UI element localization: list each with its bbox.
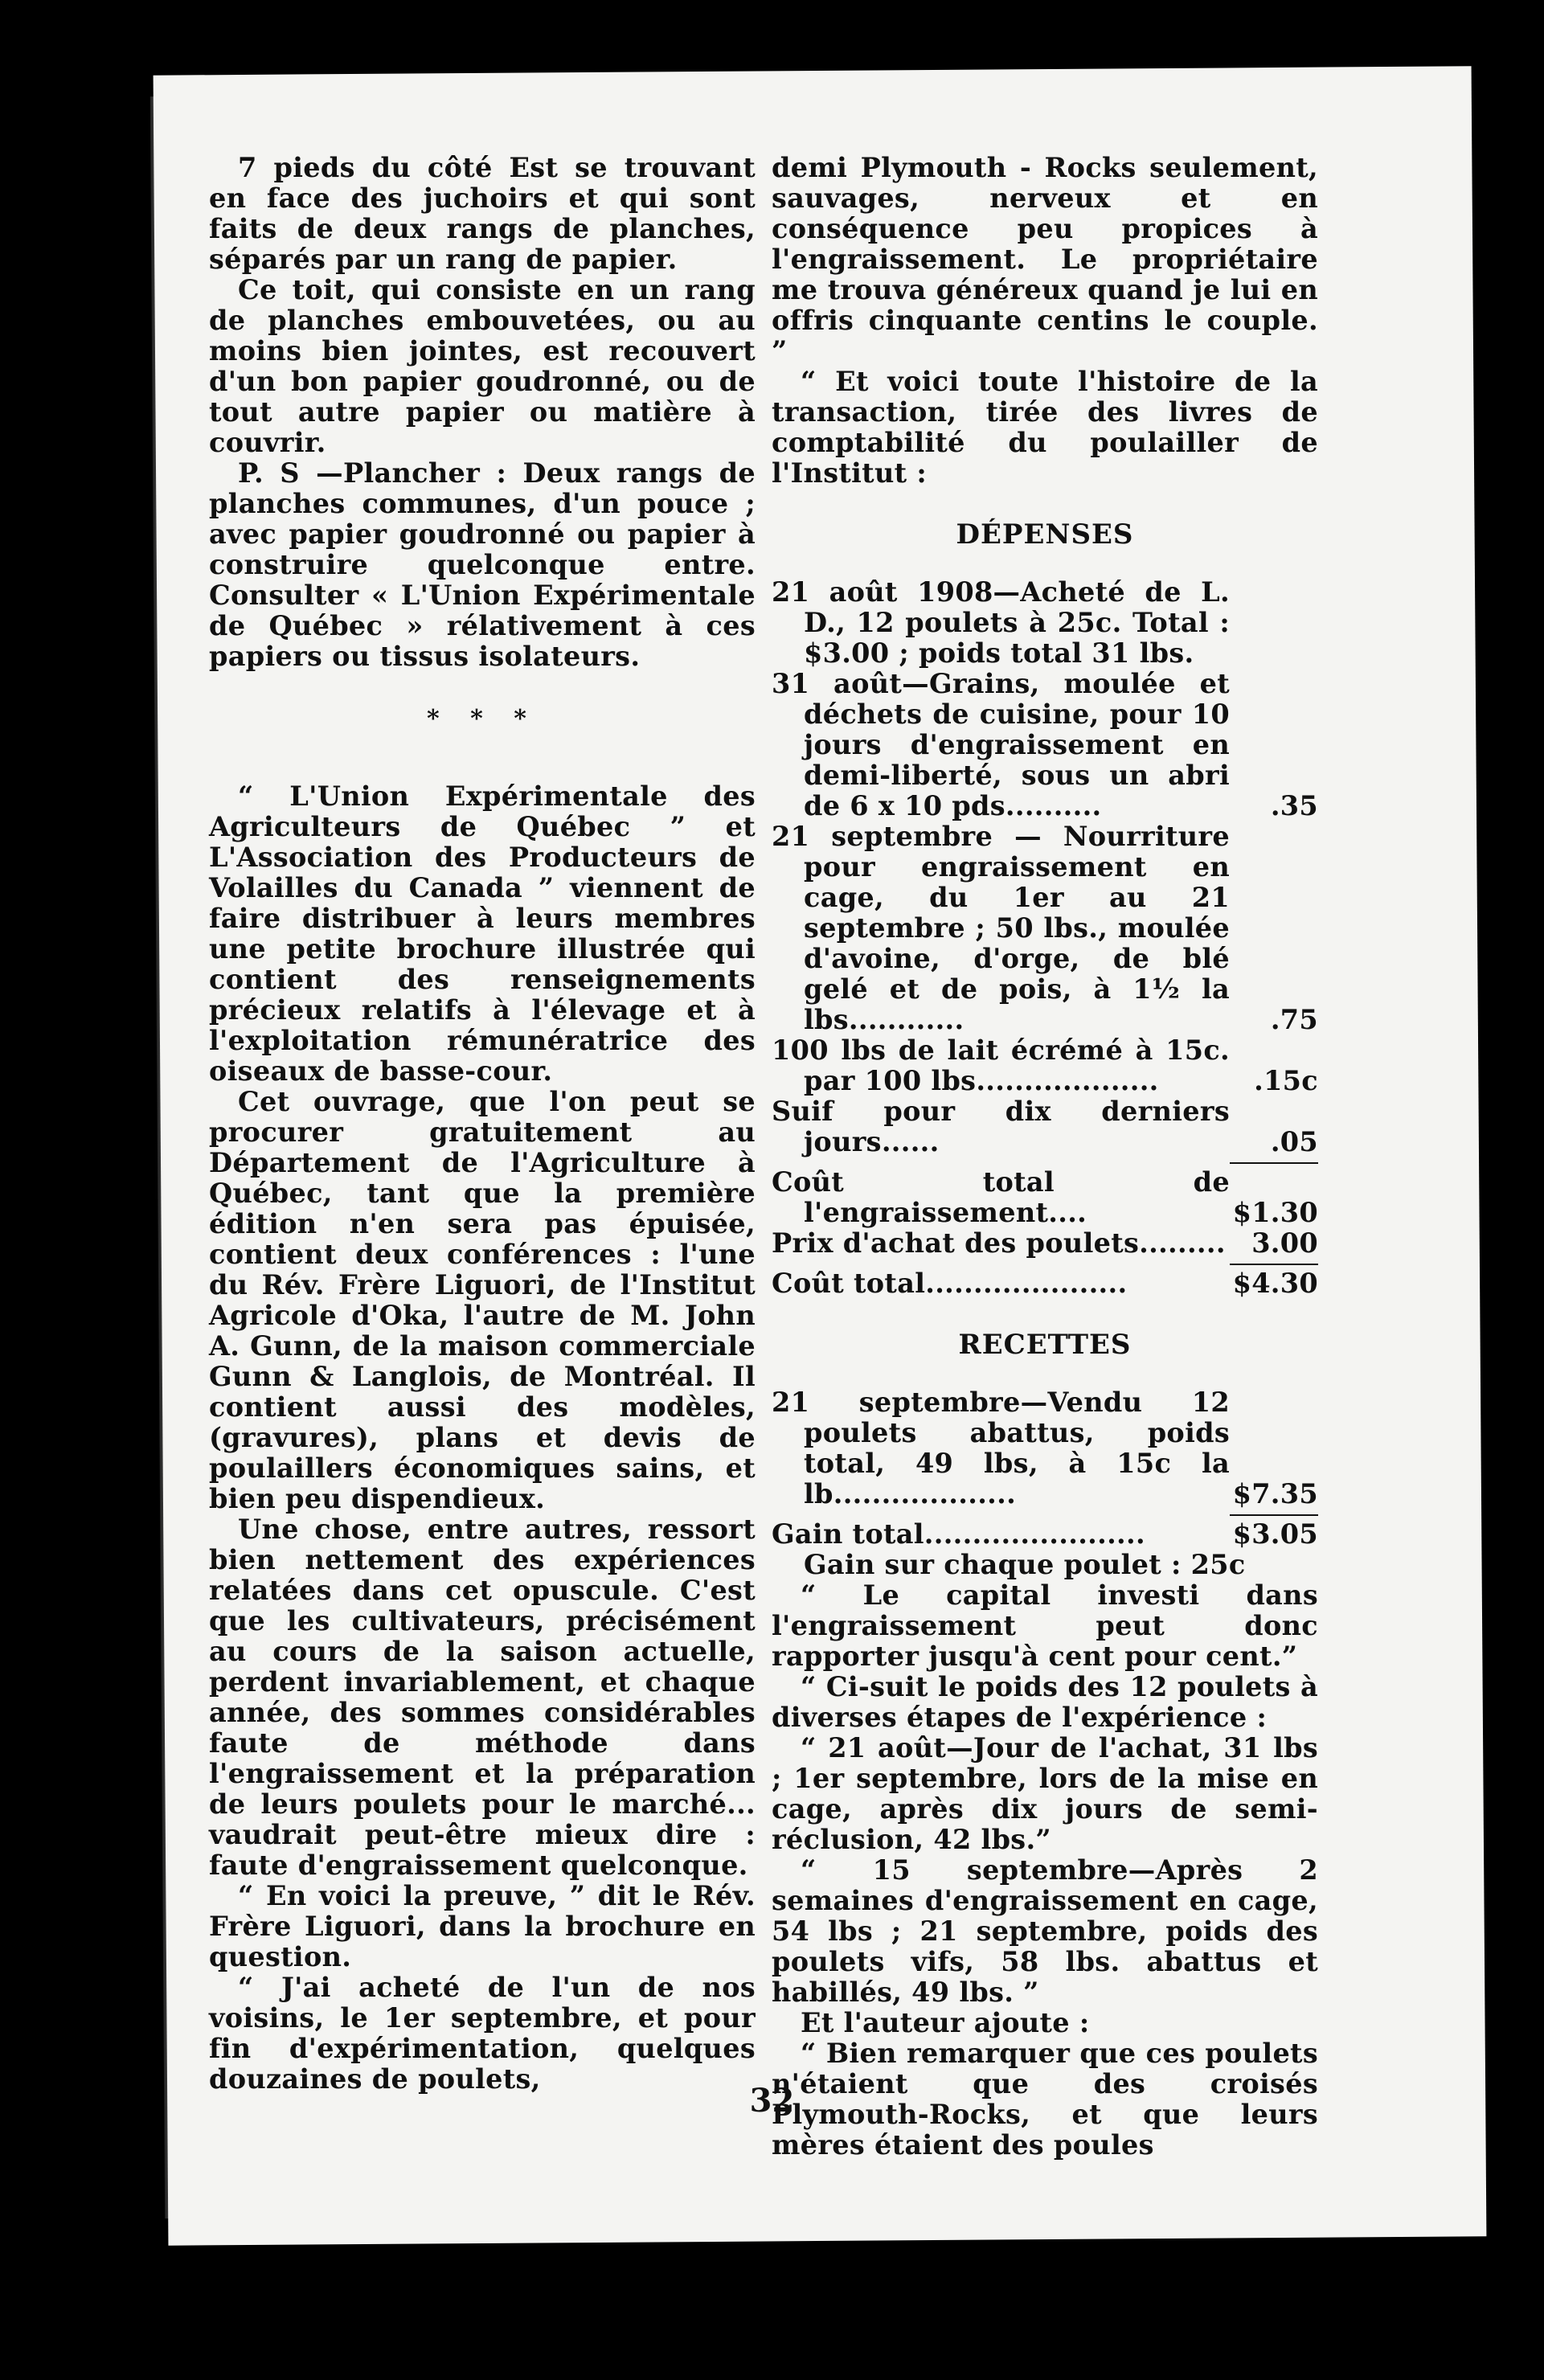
gain-amount: $3.05 (1232, 1518, 1318, 1550)
paragraph: “ L'Union Expérimentale des Agriculteurs de Québec ” et L'Association des Producteurs de Volailles du Canada ” viennent de faire distribuer à leurs membres une petite brochure illustrée qui contient des renseignements précieux relatifs à l'élevage et à l'exploitation rémunératrice des oiseaux de basse-cour. (209, 780, 756, 1087)
expense-amount: .15c (1254, 1065, 1318, 1096)
expense-desc: 21 août 1908—Acheté de L. D., 12 poulets à 25c. Total : $3.00 ; poids total 31 lbs. (772, 576, 1230, 669)
paragraph: Et l'auteur ajoute : (801, 2007, 1090, 2038)
expense-entry (772, 669, 1318, 821)
paragraph: Cet ouvrage, que l'on peut se procurer gratuitement au Département de l'Agriculture à Québec, tant que la première édition n'en sera pas épuisée, contient deux conférences : l'une du Rév. Frère Liguori, de l'Institut Agricole d'Oka, l'autre de M. John A. Gunn, de la maison commerciale Gunn & Langlois, de Montréal. Il contient aussi des modèles, (gravures), plans et devis de poulaillers économiques sains, et bien peu dispendieux. (209, 1086, 756, 1514)
right-column (772, 153, 1318, 2161)
expense-desc: 31 août—Grains, moulée et déchets de cuisine, pour 10 jours d'engraissement en demi-liberté, sous un abri de 6 x 10 pds.......... (772, 668, 1230, 821)
expense-desc: Coût total de l'engraissement.... (772, 1166, 1230, 1228)
paragraph: “ En voici la preuve, ” dit le Rév. Frère Liguori, dans la brochure en question. (209, 1880, 756, 1972)
paragraph: P. S —Plancher : Deux rangs de planches communes, d'un pouce ; avec papier goudronné ou papier à construire quelconque entre. Consulter « L'Union Expérimentale de Québec » rélativement à ces papiers ou tissus isolateurs. (209, 457, 756, 672)
expense-desc: 100 lbs de lait écrémé à 15c. par 100 lbs................... (772, 1034, 1230, 1096)
paragraph: “ 15 septembre—Après 2 semaines d'engraissement en cage, 54 lbs ; 21 septembre, poids des poulets vifs, 58 lbs. abattus et habillés, 49 lbs. ” (772, 1854, 1318, 2008)
expense-desc: 21 septembre — Nourriture pour engraissement en cage, du 1er au 21 septembre ; 50 lbs., moulée d'avoine, d'orge, de blé gelé et de pois, à 1½ la lbs............ (772, 821, 1230, 1035)
expense-entry (772, 577, 1318, 669)
paragraph: Ce toit, qui consiste en un rang de planches embouvetées, ou au moins bien jointes, est recouvert d'un bon papier goudronné, ou de tout autre papier ou matière à couvrir. (209, 274, 756, 458)
section-separator: * * * (427, 705, 538, 733)
paragraph: “ Ci-suit le poids des 12 poulets à diverses étapes de l'expérience : (772, 1671, 1318, 1733)
expense-amount: $1.30 (1232, 1197, 1318, 1228)
expense-total (772, 1268, 1318, 1299)
paragraph: “ Bien remarquer que ces poulets n'étaient que des croisés Plymouth-Rocks, et que leurs mères étaient des poules (772, 2038, 1318, 2161)
gain-per-chicken: Gain sur chaque poulet : 25c (804, 1549, 1246, 1580)
left-column (209, 153, 756, 2095)
depenses-heading: DÉPENSES (956, 518, 1134, 551)
paragraph: demi Plymouth - Rocks seulement, sauvages, nerveux et en conséquence peu propices à l'engraissement. Le propriétaire me trouva généreux quand je lui en offris cinquante centins le couple. ” (772, 152, 1318, 367)
expense-desc: Suif pour dix derniers jours...... (772, 1096, 1230, 1157)
total-rule (1230, 1264, 1318, 1265)
paragraph: “ Et voici toute l'histoire de la transaction, tirée des livres de comptabilité du poulailler de l'Institut : (772, 366, 1318, 489)
paragraph: “ J'ai acheté de l'un de nos voisins, le 1er septembre, et pour fin d'expérimentation, quelques douzaines de poulets, (209, 1972, 756, 2095)
expense-amount: .35 (1270, 790, 1318, 821)
income-amount: $7.35 (1232, 1478, 1318, 1510)
gain-total (772, 1519, 1318, 1550)
expense-subtotal (772, 1228, 1318, 1259)
paragraph: 7 pieds du côté Est se trouvant en face des juchoirs et qui sont faits de deux rangs de planches, séparés par un rang de papier. (209, 152, 756, 275)
income-desc: 21 septembre—Vendu 12 poulets abattus, poids total, 49 lbs, à 15c la lb................... (772, 1387, 1230, 1510)
expense-amount: $4.30 (1232, 1268, 1318, 1299)
paragraph: “ Le capital investi dans l'engraissement peut donc rapporter jusqu'à cent pour cent.” (772, 1579, 1318, 1672)
gain-desc: Gain total....................... (772, 1518, 1145, 1550)
expense-subtotal (772, 1167, 1318, 1228)
total-rule (1230, 1162, 1318, 1164)
recettes-heading: RECETTES (958, 1329, 1132, 1361)
expense-entry (772, 1035, 1318, 1096)
paragraph: Une chose, entre autres, ressort bien nettement des expériences relatées dans cet opuscule. C'est que les cultivateurs, précisément au cours de la saison actuelle, perdent invariablement, et chaque année, des sommes considérables faute de méthode dans l'engraissement et la préparation de leurs poulets pour le marché... vaudrait peut-être mieux dire : faute d'engraissement quelconque. (209, 1514, 756, 1881)
expense-desc: Prix d'achat des poulets......... (772, 1227, 1226, 1259)
expense-desc: Coût total..................... (772, 1268, 1128, 1299)
expense-entry (772, 821, 1318, 1035)
expense-amount: .05 (1270, 1126, 1318, 1157)
expense-amount: .75 (1270, 1004, 1318, 1035)
expense-amount: 3.00 (1251, 1227, 1318, 1259)
income-entry (772, 1387, 1318, 1510)
page-number: 32 (749, 2082, 795, 2120)
total-rule (1230, 1514, 1318, 1516)
paragraph: “ 21 août—Jour de l'achat, 31 lbs ; 1er septembre, lors de la mise en cage, après dix jours de semi-réclusion, 42 lbs.” (772, 1732, 1318, 1855)
expense-entry (772, 1096, 1318, 1157)
